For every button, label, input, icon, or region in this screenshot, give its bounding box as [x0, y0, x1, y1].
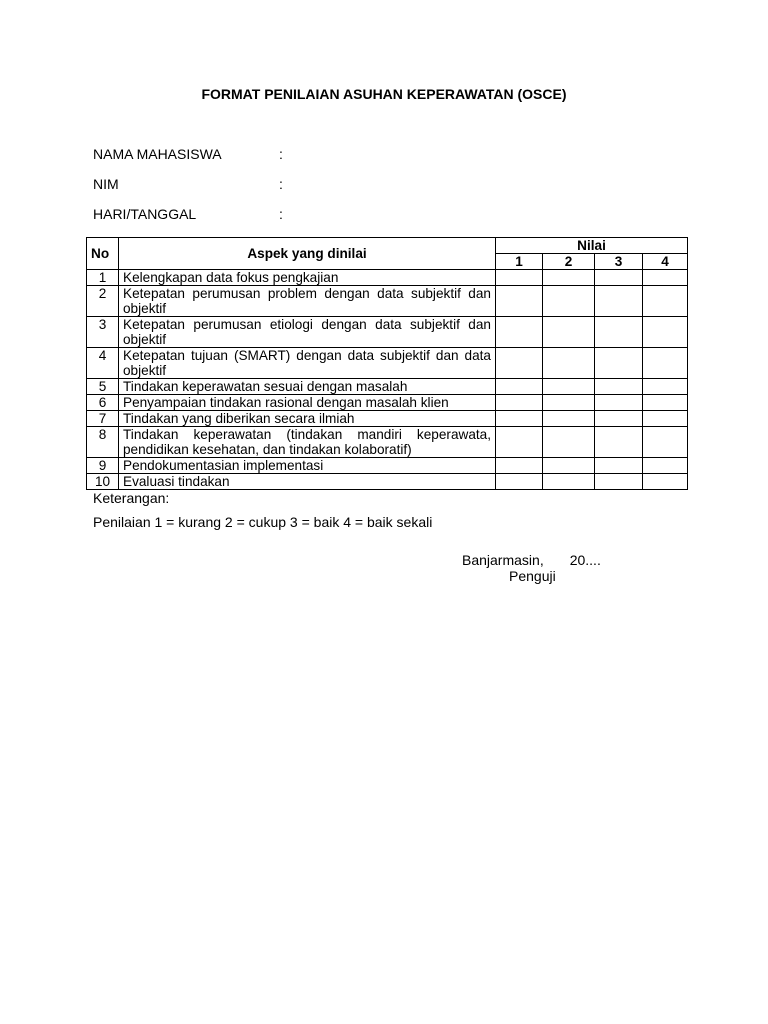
score-cell[interactable] [496, 270, 543, 286]
row-aspect: Penyampaian tindakan rasional dengan masalah klien [119, 395, 496, 411]
document-title: FORMAT PENILAIAN ASUHAN KEPERAWATAN (OSCE) [201, 86, 567, 102]
row-number: 2 [87, 286, 119, 317]
score-cell[interactable] [543, 379, 595, 395]
score-cell[interactable] [543, 395, 595, 411]
field-hari-tanggal [93, 206, 283, 222]
table-row [87, 348, 688, 379]
row-aspect: Ketepatan tujuan (SMART) dengan data subjektif dan data objektif [119, 348, 496, 379]
score-cell[interactable] [543, 317, 595, 348]
field-label: NAMA MAHASISWA [93, 146, 222, 162]
notes-heading: Keterangan: [93, 490, 170, 506]
score-cell[interactable] [496, 379, 543, 395]
field-colon: : [279, 206, 283, 222]
score-cell[interactable] [595, 411, 643, 427]
row-number: 3 [87, 317, 119, 348]
row-aspect: Ketepatan perumusan problem dengan data subjektif dan objektif [119, 286, 496, 317]
field-label: NIM [93, 176, 119, 192]
row-number: 7 [87, 411, 119, 427]
header-score-3: 3 [595, 254, 643, 270]
score-cell[interactable] [496, 348, 543, 379]
assessment-table [86, 237, 688, 490]
row-number: 8 [87, 427, 119, 458]
row-number: 4 [87, 348, 119, 379]
field-colon: : [279, 176, 283, 192]
score-cell[interactable] [496, 395, 543, 411]
scoring-scale: Penilaian 1 = kurang 2 = cukup 3 = baik 4 = baik sekali [93, 514, 433, 530]
table-row [87, 395, 688, 411]
row-aspect: Evaluasi tindakan [119, 474, 496, 490]
row-aspect: Tindakan keperawatan (tindakan mandiri keperawata, pendidikan kesehatan, dan tindakan kolaboratif) [119, 427, 496, 458]
table-row [87, 427, 688, 458]
score-cell[interactable] [643, 286, 688, 317]
row-aspect: Kelengkapan data fokus pengkajian [119, 270, 496, 286]
score-cell[interactable] [595, 427, 643, 458]
header-score-2: 2 [543, 254, 595, 270]
header-score-4: 4 [643, 254, 688, 270]
field-nim [93, 176, 283, 192]
row-number: 6 [87, 395, 119, 411]
signature-place-date [462, 552, 601, 568]
row-aspect: Pendokumentasian implementasi [119, 458, 496, 474]
field-nama-mahasiswa [93, 146, 283, 162]
header-score-1: 1 [496, 254, 543, 270]
header-aspek: Aspek yang dinilai [119, 238, 496, 270]
row-number: 10 [87, 474, 119, 490]
score-cell[interactable] [643, 348, 688, 379]
table-row [87, 317, 688, 348]
score-cell[interactable] [643, 395, 688, 411]
score-cell[interactable] [595, 286, 643, 317]
score-cell[interactable] [543, 286, 595, 317]
score-cell[interactable] [543, 411, 595, 427]
table-row [87, 458, 688, 474]
signature-year: 20.... [569, 552, 601, 568]
row-number: 5 [87, 379, 119, 395]
score-cell[interactable] [643, 427, 688, 458]
score-cell[interactable] [496, 411, 543, 427]
score-cell[interactable] [543, 348, 595, 379]
score-cell[interactable] [643, 411, 688, 427]
table-row [87, 411, 688, 427]
table-row [87, 379, 688, 395]
score-cell[interactable] [643, 474, 688, 490]
score-cell[interactable] [496, 317, 543, 348]
score-cell[interactable] [595, 474, 643, 490]
score-cell[interactable] [496, 286, 543, 317]
signature-examiner: Penguji [509, 568, 556, 584]
score-cell[interactable] [643, 379, 688, 395]
score-cell[interactable] [543, 458, 595, 474]
row-aspect: Tindakan yang diberikan secara ilmiah [119, 411, 496, 427]
score-cell[interactable] [595, 379, 643, 395]
score-cell[interactable] [496, 427, 543, 458]
score-cell[interactable] [496, 458, 543, 474]
header-no: No [87, 238, 119, 270]
row-aspect: Tindakan keperawatan sesuai dengan masalah [119, 379, 496, 395]
row-aspect: Ketepatan perumusan etiologi dengan data subjektif dan objektif [119, 317, 496, 348]
score-cell[interactable] [543, 427, 595, 458]
score-cell[interactable] [643, 270, 688, 286]
score-cell[interactable] [643, 458, 688, 474]
field-label: HARI/TANGGAL [93, 206, 197, 222]
score-cell[interactable] [595, 348, 643, 379]
row-number: 9 [87, 458, 119, 474]
score-cell[interactable] [643, 317, 688, 348]
table-row [87, 474, 688, 490]
header-nilai: Nilai [496, 238, 688, 254]
score-cell[interactable] [543, 270, 595, 286]
score-cell[interactable] [595, 317, 643, 348]
table-row [87, 270, 688, 286]
row-number: 1 [87, 270, 119, 286]
score-cell[interactable] [595, 395, 643, 411]
signature-place: Banjarmasin, [462, 552, 544, 568]
field-colon: : [279, 146, 283, 162]
table-row [87, 286, 688, 317]
score-cell[interactable] [595, 458, 643, 474]
score-cell[interactable] [543, 474, 595, 490]
score-cell[interactable] [496, 474, 543, 490]
score-cell[interactable] [595, 270, 643, 286]
